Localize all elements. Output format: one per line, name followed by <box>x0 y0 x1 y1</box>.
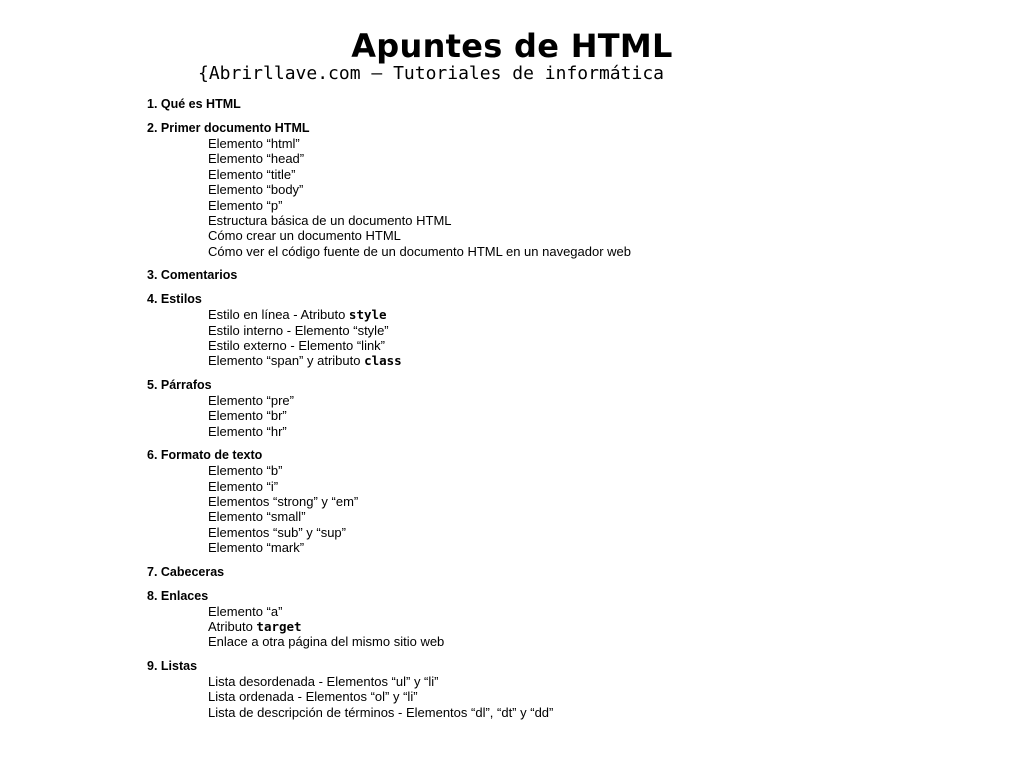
sub-item-text: Elemento “small” <box>208 509 306 525</box>
sub-item-text: Estilo externo - Elemento “link” <box>208 338 386 354</box>
toc-sub-item <box>147 213 907 228</box>
toc-section <box>147 267 907 283</box>
attribute-code: style <box>348 307 387 323</box>
toc-sub-item <box>147 136 907 151</box>
sub-item-text: Lista ordenada - Elementos “ol” y “li” <box>208 689 418 705</box>
sub-item-text: Elemento “i” <box>208 478 279 494</box>
section-title: 3. Comentarios <box>147 268 238 283</box>
sub-item-text: Lista de descripción de términos - Elementos “dl”, “dt” y “dd” <box>208 704 554 720</box>
sub-item-text: Elemento “head” <box>208 151 305 167</box>
table-of-contents <box>147 96 907 728</box>
toc-sub-item <box>147 353 907 368</box>
section-title: 1. Qué es HTML <box>147 97 241 111</box>
toc-sub-item <box>147 509 907 524</box>
toc-sub-item <box>147 525 907 540</box>
document-subtitle: {Abrirllave.com – Tutoriales de informática <box>198 63 664 84</box>
toc-sub-item <box>147 619 907 634</box>
sub-item-text: Enlace a otra página del mismo sitio web <box>208 634 445 650</box>
sub-item-text: Elemento “body” <box>208 182 304 198</box>
toc-sub-item <box>147 244 907 259</box>
sub-item-text: Cómo ver el código fuente de un documento HTML en un navegador web <box>208 243 632 259</box>
toc-sub-item <box>147 338 907 353</box>
toc-section <box>147 120 907 259</box>
sub-item-text: Estructura básica de un documento HTML <box>208 213 452 229</box>
section-title: 6. Formato de texto <box>147 448 263 463</box>
toc-sub-item <box>147 167 907 182</box>
sub-item-text: Lista desordenada - Elementos “ul” y “li” <box>208 673 439 689</box>
toc-sub-item <box>147 689 907 704</box>
sub-item-text: Elementos “sub” y “sup” <box>208 524 346 540</box>
toc-sub-item <box>147 228 907 243</box>
toc-section <box>147 377 907 439</box>
section-title: 5. Párrafos <box>147 377 212 392</box>
toc-section <box>147 564 907 580</box>
sub-item-text: Elemento “br” <box>208 408 287 424</box>
toc-sub-item <box>147 307 907 322</box>
sub-item-text: Atributo <box>208 618 257 634</box>
toc-sub-item <box>147 494 907 509</box>
toc-sub-item <box>147 408 907 423</box>
toc-sub-item <box>147 479 907 494</box>
sub-item-text: Elemento “pre” <box>208 392 294 408</box>
sub-item-text: Elemento “title” <box>208 166 296 182</box>
sub-item-text: Elemento “html” <box>208 136 300 151</box>
toc-sub-item <box>147 198 907 213</box>
section-title: 2. Primer documento HTML <box>147 121 310 135</box>
sub-item-text: Cómo crear un documento HTML <box>208 228 401 244</box>
toc-section <box>147 658 907 720</box>
sub-item-text: Estilo en línea - Atributo <box>208 307 349 323</box>
toc-sub-item <box>147 705 907 720</box>
section-title: 8. Enlaces <box>147 588 209 603</box>
section-title: 7. Cabeceras <box>147 564 225 579</box>
section-title: 9. Listas <box>147 658 198 673</box>
sub-item-text: Elemento “a” <box>208 603 283 619</box>
sub-item-text: Elemento “b” <box>208 463 283 479</box>
toc-sub-item <box>147 424 907 439</box>
toc-sub-item <box>147 540 907 555</box>
sub-item-text: Elemento “span” y atributo <box>208 353 365 369</box>
toc-section <box>147 588 907 650</box>
sub-item-text: Estilo interno - Elemento “style” <box>208 322 389 338</box>
attribute-code: target <box>256 618 302 634</box>
toc-sub-item <box>147 463 907 478</box>
toc-sub-item <box>147 182 907 197</box>
toc-sub-item <box>147 634 907 649</box>
attribute-code: class <box>364 353 402 369</box>
toc-sub-item <box>147 323 907 338</box>
toc-sub-item <box>147 604 907 619</box>
document-title: Apuntes de HTML <box>351 27 673 65</box>
toc-sub-item <box>147 674 907 689</box>
toc-section <box>147 291 907 369</box>
sub-item-text: Elemento “mark” <box>208 540 305 556</box>
section-title: 4. Estilos <box>147 292 202 307</box>
sub-item-text: Elemento “hr” <box>208 423 287 439</box>
toc-section <box>147 447 907 555</box>
sub-item-text: Elemento “p” <box>208 197 283 213</box>
toc-section <box>147 96 907 112</box>
toc-sub-item <box>147 393 907 408</box>
toc-sub-item <box>147 151 907 166</box>
sub-item-text: Elementos “strong” y “em” <box>208 493 359 509</box>
